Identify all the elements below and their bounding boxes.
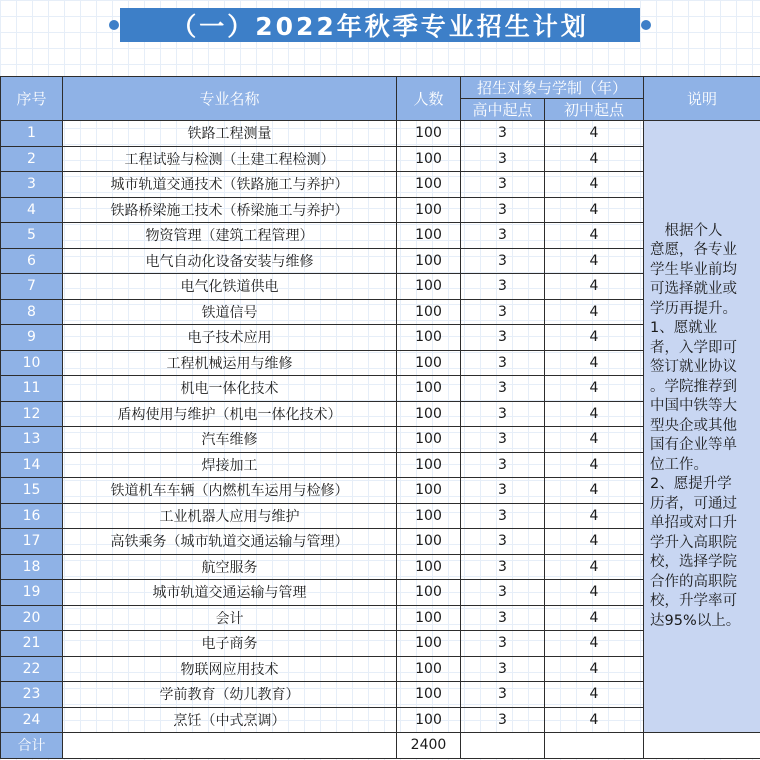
note-line: 。学院推荐到 <box>650 378 738 395</box>
row-high-school-years: 3 <box>461 350 545 376</box>
row-junior-school-years: 4 <box>545 350 644 376</box>
row-junior-school-years: 4 <box>545 376 644 402</box>
row-seq: 12 <box>1 401 63 427</box>
row-seq: 19 <box>1 580 63 606</box>
row-junior-school-years: 4 <box>545 146 644 172</box>
row-junior-school-years: 4 <box>545 554 644 580</box>
row-junior-school-years: 4 <box>545 452 644 478</box>
row-junior-school-years: 4 <box>545 223 644 249</box>
row-high-school-years: 3 <box>461 452 545 478</box>
row-junior-school-years: 4 <box>545 605 644 631</box>
note-line: 中国中铁等大 <box>650 398 738 415</box>
row-seq: 16 <box>1 503 63 529</box>
row-junior-school-years: 4 <box>545 121 644 147</box>
row-major-name: 铁道机车车辆（内燃机车运用与检修） <box>63 478 397 504</box>
row-seq: 14 <box>1 452 63 478</box>
row-count: 100 <box>397 223 461 249</box>
row-junior-school-years: 4 <box>545 427 644 453</box>
total-count: 2400 <box>397 733 461 759</box>
row-seq: 11 <box>1 376 63 402</box>
row-count: 100 <box>397 274 461 300</box>
row-count: 100 <box>397 656 461 682</box>
header-enrollment-group: 招生对象与学制（年） <box>461 77 644 99</box>
row-seq: 8 <box>1 299 63 325</box>
row-seq: 10 <box>1 350 63 376</box>
header-note: 说明 <box>644 77 760 121</box>
row-count: 100 <box>397 529 461 555</box>
header-major: 专业名称 <box>63 77 397 121</box>
row-major-name: 工业机器人应用与维护 <box>63 503 397 529</box>
row-seq: 24 <box>1 707 63 733</box>
row-count: 100 <box>397 325 461 351</box>
note-line: 历者，可通过 <box>650 495 738 512</box>
row-seq: 2 <box>1 146 63 172</box>
row-high-school-years: 3 <box>461 121 545 147</box>
row-high-school-years: 3 <box>461 707 545 733</box>
note-cell <box>644 121 760 733</box>
note-line: 签订就业协议 <box>650 359 738 376</box>
row-major-name: 城市轨道交通运输与管理 <box>63 580 397 606</box>
row-high-school-years: 3 <box>461 478 545 504</box>
note-line: 意愿，各专业 <box>650 242 738 259</box>
row-high-school-years: 3 <box>461 274 545 300</box>
page-title: （一）2022年秋季专业招生计划 <box>171 12 589 41</box>
note-line: 学升入高职院 <box>650 534 738 551</box>
row-seq: 6 <box>1 248 63 274</box>
note-line: 根据个人 <box>650 222 723 239</box>
row-major-name: 学前教育（幼儿教育） <box>63 682 397 708</box>
row-high-school-years: 3 <box>461 325 545 351</box>
row-major-name: 电气自动化设备安装与维修 <box>63 248 397 274</box>
row-count: 100 <box>397 146 461 172</box>
row-major-name: 烹饪（中式烹调） <box>63 707 397 733</box>
header-high-school: 高中起点 <box>461 99 545 121</box>
table-body <box>1 121 760 733</box>
row-high-school-years: 3 <box>461 427 545 453</box>
row-major-name: 盾构使用与维护（机电一体化技术） <box>63 401 397 427</box>
row-count: 100 <box>397 376 461 402</box>
table-row <box>1 121 760 147</box>
note-line: 校，升学率可 <box>650 593 738 610</box>
row-count: 100 <box>397 248 461 274</box>
note-line: 国有企业等单 <box>650 437 738 454</box>
row-major-name: 汽车维修 <box>63 427 397 453</box>
row-count: 100 <box>397 605 461 631</box>
row-junior-school-years: 4 <box>545 631 644 657</box>
note-line: 1、愿就业 <box>650 320 718 337</box>
row-high-school-years: 3 <box>461 299 545 325</box>
row-major-name: 铁道信号 <box>63 299 397 325</box>
row-junior-school-years: 4 <box>545 682 644 708</box>
note-line: 单招或对口升 <box>650 515 738 532</box>
row-major-name: 高铁乘务（城市轨道交通运输与管理） <box>63 529 397 555</box>
note-line: 合作的高职院 <box>650 573 738 590</box>
row-major-name: 铁路桥梁施工技术（桥梁施工与养护） <box>63 197 397 223</box>
total-blank <box>461 733 545 759</box>
row-junior-school-years: 4 <box>545 325 644 351</box>
row-high-school-years: 3 <box>461 554 545 580</box>
note-line: 学历再提升。 <box>650 300 738 317</box>
row-count: 100 <box>397 350 461 376</box>
note-line: 可选择就业或 <box>650 281 738 298</box>
row-major-name: 物资管理（建筑工程管理） <box>63 223 397 249</box>
note-line: 型央企或其他 <box>650 417 738 434</box>
row-high-school-years: 3 <box>461 605 545 631</box>
banner-right-dot <box>641 20 651 30</box>
header-count: 人数 <box>397 77 461 121</box>
row-high-school-years: 3 <box>461 503 545 529</box>
note-line: 校，选择学院 <box>650 554 738 571</box>
row-high-school-years: 3 <box>461 580 545 606</box>
row-major-name: 航空服务 <box>63 554 397 580</box>
row-high-school-years: 3 <box>461 172 545 198</box>
row-count: 100 <box>397 682 461 708</box>
row-junior-school-years: 4 <box>545 580 644 606</box>
row-major-name: 电子技术应用 <box>63 325 397 351</box>
row-count: 100 <box>397 503 461 529</box>
row-major-name: 会计 <box>63 605 397 631</box>
row-high-school-years: 3 <box>461 223 545 249</box>
row-count: 100 <box>397 299 461 325</box>
row-high-school-years: 3 <box>461 146 545 172</box>
row-high-school-years: 3 <box>461 656 545 682</box>
row-seq: 7 <box>1 274 63 300</box>
row-count: 100 <box>397 401 461 427</box>
row-junior-school-years: 4 <box>545 656 644 682</box>
row-junior-school-years: 4 <box>545 274 644 300</box>
row-seq: 23 <box>1 682 63 708</box>
row-major-name: 工程试验与检测（土建工程检测） <box>63 146 397 172</box>
row-count: 100 <box>397 554 461 580</box>
row-seq: 15 <box>1 478 63 504</box>
row-count: 100 <box>397 478 461 504</box>
row-count: 100 <box>397 197 461 223</box>
row-high-school-years: 3 <box>461 376 545 402</box>
note-line: 达95%以上。 <box>650 612 741 629</box>
row-count: 100 <box>397 172 461 198</box>
row-junior-school-years: 4 <box>545 503 644 529</box>
row-seq: 18 <box>1 554 63 580</box>
header-junior-school: 初中起点 <box>545 99 644 121</box>
row-count: 100 <box>397 707 461 733</box>
row-count: 100 <box>397 580 461 606</box>
title-banner <box>120 8 640 42</box>
row-high-school-years: 3 <box>461 631 545 657</box>
note-line: 者，入学即可 <box>650 339 738 356</box>
total-row <box>1 733 760 759</box>
row-seq: 5 <box>1 223 63 249</box>
row-major-name: 机电一体化技术 <box>63 376 397 402</box>
row-count: 100 <box>397 427 461 453</box>
total-blank <box>63 733 397 759</box>
total-label: 合计 <box>1 733 63 759</box>
enrollment-plan-table <box>0 76 760 759</box>
total-blank <box>644 733 760 759</box>
row-major-name: 铁路工程测量 <box>63 121 397 147</box>
row-high-school-years: 3 <box>461 682 545 708</box>
row-junior-school-years: 4 <box>545 299 644 325</box>
row-count: 100 <box>397 121 461 147</box>
header-seq: 序号 <box>1 77 63 121</box>
total-blank <box>545 733 644 759</box>
row-count: 100 <box>397 452 461 478</box>
row-seq: 9 <box>1 325 63 351</box>
note-line: 2、愿提升学 <box>650 476 732 493</box>
row-major-name: 城市轨道交通技术（铁路施工与养护） <box>63 172 397 198</box>
row-major-name: 焊接加工 <box>63 452 397 478</box>
row-seq: 13 <box>1 427 63 453</box>
row-seq: 20 <box>1 605 63 631</box>
row-junior-school-years: 4 <box>545 529 644 555</box>
row-junior-school-years: 4 <box>545 478 644 504</box>
row-seq: 3 <box>1 172 63 198</box>
row-count: 100 <box>397 631 461 657</box>
row-junior-school-years: 4 <box>545 707 644 733</box>
row-junior-school-years: 4 <box>545 248 644 274</box>
row-seq: 22 <box>1 656 63 682</box>
row-seq: 4 <box>1 197 63 223</box>
row-major-name: 物联网应用技术 <box>63 656 397 682</box>
row-seq: 17 <box>1 529 63 555</box>
row-major-name: 工程机械运用与维修 <box>63 350 397 376</box>
row-major-name: 电子商务 <box>63 631 397 657</box>
row-major-name: 电气化铁道供电 <box>63 274 397 300</box>
row-high-school-years: 3 <box>461 248 545 274</box>
row-junior-school-years: 4 <box>545 172 644 198</box>
row-high-school-years: 3 <box>461 197 545 223</box>
row-high-school-years: 3 <box>461 529 545 555</box>
banner-left-dot <box>109 20 119 30</box>
row-seq: 1 <box>1 121 63 147</box>
row-junior-school-years: 4 <box>545 401 644 427</box>
row-seq: 21 <box>1 631 63 657</box>
note-line: 位工作。 <box>650 456 709 473</box>
note-line: 学生毕业前均 <box>650 261 738 278</box>
row-high-school-years: 3 <box>461 401 545 427</box>
row-junior-school-years: 4 <box>545 197 644 223</box>
